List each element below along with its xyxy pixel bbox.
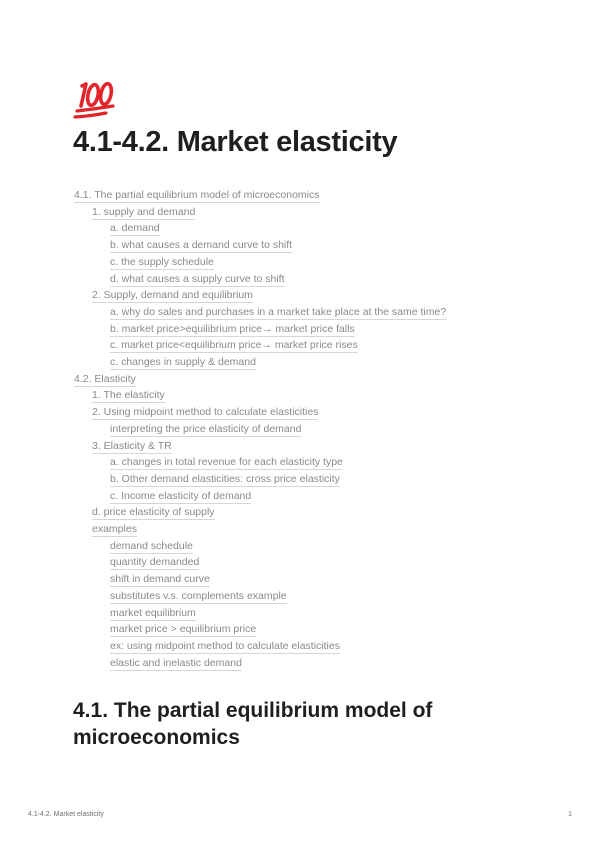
toc-link[interactable]: 4.2. Elasticity: [74, 372, 136, 385]
page-title: 4.1-4.2. Market elasticity: [73, 126, 398, 158]
toc-link[interactable]: examples: [92, 523, 137, 535]
toc-link[interactable]: 2. Using midpoint method to calculate elasticities: [92, 406, 319, 419]
footer-title: 4.1-4.2. Market elasticity: [28, 811, 104, 818]
toc-link[interactable]: a. changes in total revenue for each elasticity type: [110, 456, 343, 469]
toc-link[interactable]: market price > equilibrium price: [110, 623, 257, 636]
toc-link[interactable]: 1. supply and demand: [92, 205, 196, 218]
toc-link[interactable]: 2. Supply, demand and equilibrium: [92, 289, 253, 302]
toc-link[interactable]: substitutes v.s. complements example: [110, 589, 287, 602]
toc-link[interactable]: elastic and inelastic demand: [110, 656, 242, 669]
toc-link[interactable]: b. market price>equilibrium price→ market price falls: [110, 322, 355, 335]
toc-link[interactable]: d. price elasticity of supply: [92, 506, 215, 519]
toc-link[interactable]: a. demand: [110, 222, 160, 235]
toc-link[interactable]: 1. The elasticity: [92, 389, 165, 402]
toc-link[interactable]: a. why do sales and purchases in a market take place at the same time?: [110, 305, 447, 318]
toc-link[interactable]: shift in demand curve: [110, 573, 210, 586]
toc-link[interactable]: c. the supply schedule: [110, 255, 214, 268]
toc-link[interactable]: market equilibrium: [110, 606, 196, 619]
footer-page-number: 1: [568, 811, 572, 818]
toc-link[interactable]: b. Other demand elasticities: cross price elasticity: [110, 472, 340, 485]
toc-link[interactable]: d. what causes a supply curve to shift: [110, 272, 285, 285]
toc-link[interactable]: b. what causes a demand curve to shift: [110, 239, 293, 252]
toc-link[interactable]: c. Income elasticity of demand: [110, 489, 252, 502]
toc-link[interactable]: 4.1. The partial equilibrium model of microeconomics: [74, 189, 320, 201]
section-heading: 4.1. The partial equilibrium model of microeconomics: [73, 699, 433, 749]
hundred-points-icon: [73, 80, 115, 120]
toc-link[interactable]: c. market price<equilibrium price→ market price rises: [110, 339, 358, 352]
toc-link[interactable]: 3. Elasticity & TR: [92, 439, 172, 452]
toc-link[interactable]: c. changes in supply & demand: [110, 356, 256, 368]
toc-link[interactable]: interpreting the price elasticity of demand: [110, 422, 302, 435]
toc-link[interactable]: demand schedule: [110, 539, 193, 552]
toc-link[interactable]: ex: using midpoint method to calculate elasticities: [110, 639, 340, 652]
toc-link[interactable]: quantity demanded: [110, 556, 200, 569]
